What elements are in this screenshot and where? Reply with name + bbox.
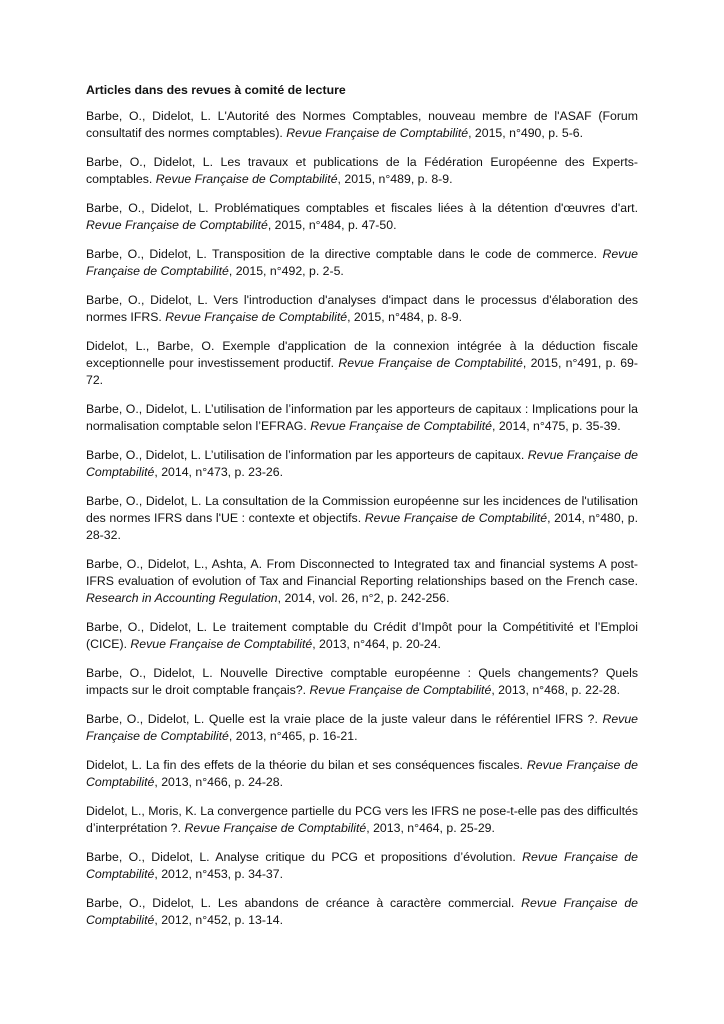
entry-journal: Revue Française de Comptabilité [86, 850, 638, 881]
entry-journal: Revue Française de Comptabilité [364, 511, 548, 525]
reference-entry [86, 246, 638, 280]
entry-journal: Revue Française de Comptabilité [286, 126, 469, 140]
reference-entry [86, 619, 638, 653]
entry-title: Analyse critique du PCG et propositions d’évolution. [215, 850, 523, 864]
reference-list [86, 108, 638, 929]
section-heading: Articles dans des revues à comité de lecture [86, 83, 346, 97]
entry-title: Quelle est la vraie place de la juste valeur dans le référentiel IFRS ?. [208, 712, 603, 726]
entry-title: Nouvelle Directive comptable européenne : Quels changements? Quels impacts sur le droit comptable français?. [86, 666, 638, 697]
entry-journal: Revue Française de Comptabilité [86, 247, 638, 278]
entry-details: , 2015, n°490, p. 5-6. [468, 126, 584, 140]
entry-authors: Didelot, L. [86, 758, 146, 772]
reference-entry [86, 108, 638, 142]
entry-details: , 2014, n°473, p. 23-26. [154, 465, 284, 479]
entry-title: Transposition de la directive comptable dans le code de commerce. [211, 247, 603, 261]
entry-details: , 2013, n°468, p. 22-28. [491, 683, 620, 697]
entry-title: From Disconnected to Integrated tax and financial systems A post-IFRS evaluation of evolution of Tax and Financial Reporting relationships based on the French case. [86, 557, 638, 588]
entry-authors: Barbe, O., Didelot, L. [86, 402, 205, 416]
entry-authors: Barbe, O., Didelot, L. [86, 666, 221, 680]
entry-journal: Revue Française de Comptabilité [184, 821, 367, 835]
reference-entry [86, 401, 638, 435]
entry-authors: Barbe, O., Didelot, L. [86, 850, 216, 864]
entry-authors: Barbe, O., Didelot, L. [86, 109, 218, 123]
entry-details: , 2012, n°452, p. 13-14. [154, 913, 284, 927]
entry-authors: Barbe, O., Didelot, L. [86, 293, 214, 307]
entry-authors: Barbe, O., Didelot, L. [86, 247, 212, 261]
entry-authors: Barbe, O., Didelot, L. [86, 155, 221, 169]
reference-entry [86, 200, 638, 234]
reference-entry [86, 338, 638, 389]
entry-journal: Revue Française de Comptabilité [310, 419, 492, 433]
entry-journal: Revue Française de Comptabilité [86, 712, 638, 743]
entry-journal: Revue Française de Comptabilité [155, 172, 338, 186]
entry-title: La fin des effets de la théorie du bilan et ses conséquences fiscales. [145, 758, 527, 772]
reference-entry [86, 803, 638, 837]
entry-journal: Revue Française de Comptabilité [86, 448, 638, 479]
entry-title: Le traitement comptable du Crédit d’Impôt pour la Compétitivité et l’Emploi (CICE). [86, 620, 639, 651]
entry-title: Problématiques comptables et fiscales liées à la détention d'œuvres d'art. [214, 201, 638, 215]
entry-journal: Revue Française de Comptabilité [86, 218, 268, 232]
entry-title: La consultation de la Commission européenne sur les incidences de l'utilisation des normes IFRS dans l'UE : contexte et objectifs. [86, 494, 639, 525]
entry-authors: Barbe, O., Didelot, L. [86, 448, 205, 462]
entry-details: , 2013, n°464, p. 20-24. [312, 637, 441, 651]
entry-title: Vers l'introduction d'analyses d'impact dans le processus d'élaboration des normes IFRS. [86, 293, 638, 324]
entry-details: , 2015, n°489, p. 8-9. [337, 172, 453, 186]
reference-entry [86, 665, 638, 699]
entry-journal: Revue Française de Comptabilité [338, 356, 523, 370]
entry-details: , 2015, n°491, p. 69-72. [86, 356, 638, 387]
entry-title: Les travaux et publications de la Fédération Européenne des Experts-comptables. [86, 155, 638, 186]
entry-journal: Revue Française de Comptabilité [130, 637, 313, 651]
entry-journal: Revue Française de Comptabilité [309, 683, 492, 697]
reference-entry [86, 849, 638, 883]
reference-entry [86, 493, 638, 544]
entry-details: , 2014, n°475, p. 35-39. [492, 419, 621, 433]
entry-title: La convergence partielle du PCG vers les IFRS ne pose-t-elle pas des difficultés d’interprétation ?. [86, 804, 639, 835]
entry-details: , 2014, vol. 26, n°2, p. 242-256. [277, 591, 450, 605]
entry-authors: Barbe, O., Didelot, L. [86, 712, 209, 726]
entry-details: , 2015, n°484, p. 8-9. [347, 310, 463, 324]
entry-details: , 2015, n°492, p. 2-5. [228, 264, 344, 278]
entry-authors: Barbe, O., Didelot, L., Ashta, A. [86, 557, 267, 571]
entry-authors: Barbe, O., Didelot, L. [86, 896, 218, 910]
entry-details: , 2013, n°464, p. 25-29. [366, 821, 495, 835]
document-page [86, 82, 638, 941]
entry-authors: Barbe, O., Didelot, L. [86, 494, 206, 508]
entry-journal: Revue Française de Comptabilité [86, 758, 638, 789]
entry-journal: Revue Française de Comptabilité [165, 310, 348, 324]
reference-entry [86, 556, 638, 607]
reference-entry [86, 154, 638, 188]
entry-journal: Research in Accounting Regulation [86, 591, 278, 605]
reference-entry [86, 292, 638, 326]
entry-authors: Didelot, L., Barbe, O. [86, 339, 223, 353]
reference-entry [86, 895, 638, 929]
reference-entry [86, 711, 638, 745]
entry-authors: Didelot, L., Moris, K. [86, 804, 201, 818]
entry-title: Exemple d'application de la connexion intégrée à la déduction fiscale exceptionnelle pour investissement productif. [86, 339, 639, 370]
entry-details: , 2013, n°466, p. 24-28. [154, 775, 284, 789]
entry-title: L'Autorité des Normes Comptables, nouveau membre de l'ASAF (Forum consultatif des normes comptables). [86, 109, 638, 140]
entry-authors: Barbe, O., Didelot, L. [86, 201, 215, 215]
entry-authors: Barbe, O., Didelot, L. [86, 620, 213, 634]
entry-title: L’utilisation de l’information par les apporteurs de capitaux. [204, 448, 528, 462]
entry-details: , 2012, n°453, p. 34-37. [154, 867, 284, 881]
entry-details: , 2014, n°480, p. 28-32. [86, 511, 638, 542]
entry-title: Les abandons de créance à caractère commercial. [217, 896, 522, 910]
entry-title: L’utilisation de l’information par les apporteurs de capitaux : Implications pour la normalisation comptable selon l’EFRAG. [86, 402, 638, 433]
reference-entry [86, 757, 638, 791]
entry-journal: Revue Française de Comptabilité [86, 896, 638, 927]
reference-entry [86, 447, 638, 481]
entry-details: , 2013, n°465, p. 16-21. [228, 729, 358, 743]
entry-details: , 2015, n°484, p. 47-50. [267, 218, 397, 232]
